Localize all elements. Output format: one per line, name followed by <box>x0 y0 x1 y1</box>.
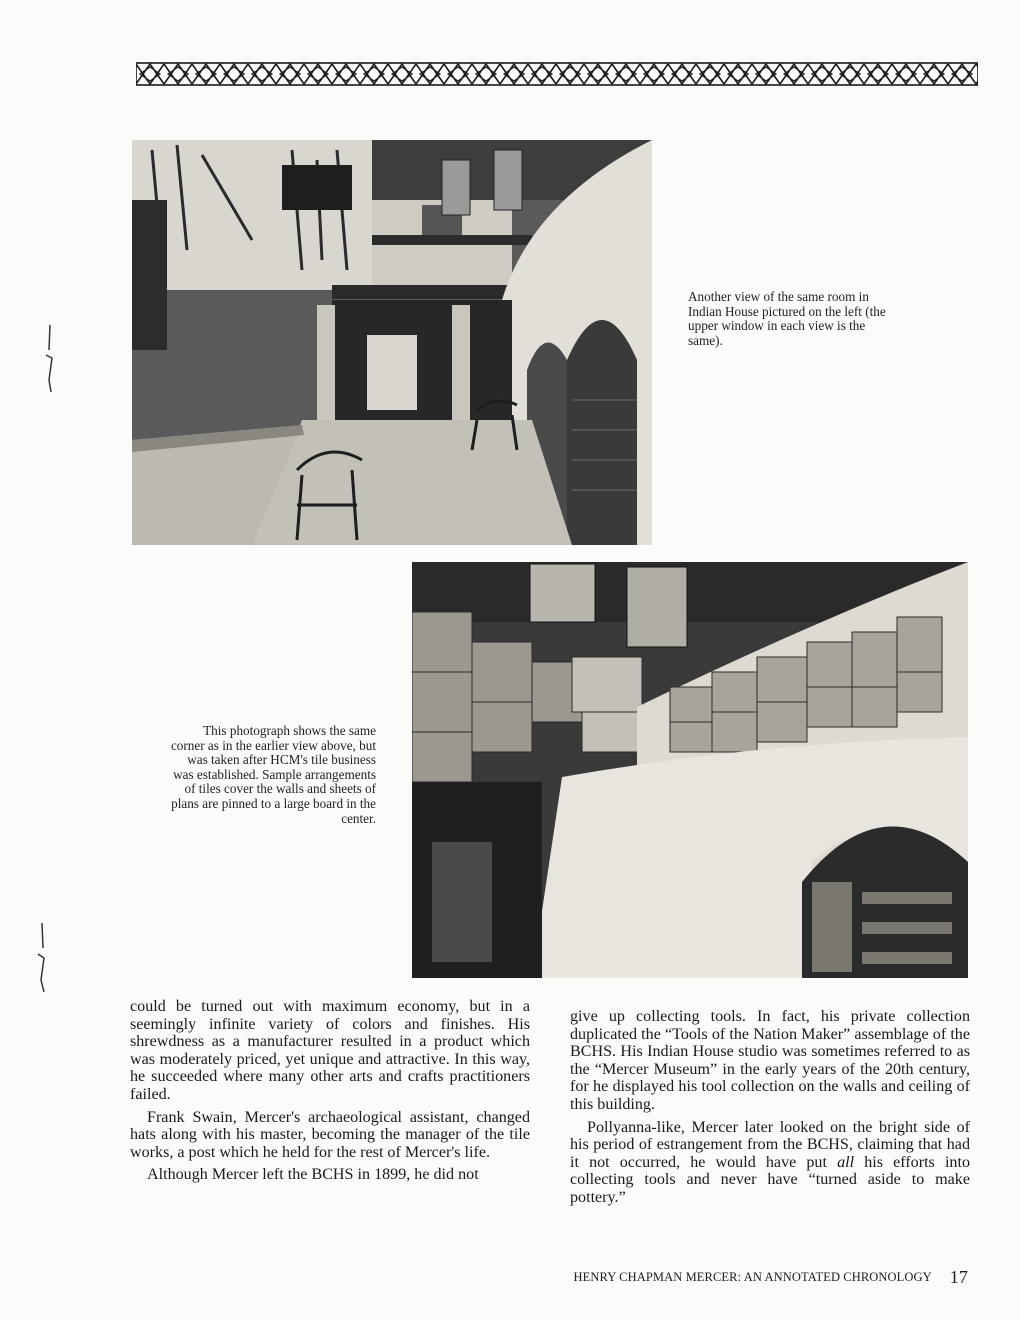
binding-mark <box>32 918 52 998</box>
body-paragraph: Although Mercer left the BCHS in 1899, he did not <box>147 1166 479 1184</box>
decorative-border-band <box>136 62 978 86</box>
tile-display-photo <box>412 562 968 978</box>
page-number: 17 <box>949 1267 968 1287</box>
body-paragraph: Pollyanna-like, Mercer later looked on the bright side of his period of estrangement from the BCHS, claiming that had it not occurred, he would have put all his efforts into collecting tools and never have “turned aside to make pottery.” <box>570 1118 970 1206</box>
body-paragraph: could be turned out with maximum economy, but in a seemingly infinite variety of colors and finishes. His shrewdness as a manufacturer resulted in a product which was moderately priced, yet unique and attractive. In this way, he succeeded where many other arts and crafts practitioners failed. <box>130 998 530 1103</box>
body-paragraph: give up collecting tools. In fact, his private collection duplicated the “Tools of the Nation Maker” assemblage of the BCHS. His Indian House studio was sometimes referred to as the “Mercer Museum” in the early years of the 20th century, for he displayed his tool collection on the walls and ceiling of this building. <box>570 1008 970 1113</box>
running-title: HENRY CHAPMAN MERCER: AN ANNOTATED CHRONOLOGY <box>573 1270 932 1284</box>
top-photo-caption: Another view of the same room in Indian House pictured on the left (the upper window in each view is the same). <box>688 289 886 348</box>
body-paragraph: Frank Swain, Mercer's archaeological assistant, changed hats along with his master, becoming the manager of the tile works, a post which he held for the rest of Mercer's life. <box>130 1108 530 1161</box>
bottom-photo-caption: This photograph shows the same corner as in the earlier view above, but was taken after HCM's tile business was established. Sample arrangements of tiles cover the walls and sheets of plans are pinned to a large board in the center. <box>170 723 376 826</box>
page-footer <box>574 1265 968 1286</box>
binding-mark <box>40 320 60 400</box>
indian-house-room-photo <box>132 140 652 545</box>
body-column-left <box>130 998 530 1189</box>
body-column-right <box>570 1008 970 1212</box>
